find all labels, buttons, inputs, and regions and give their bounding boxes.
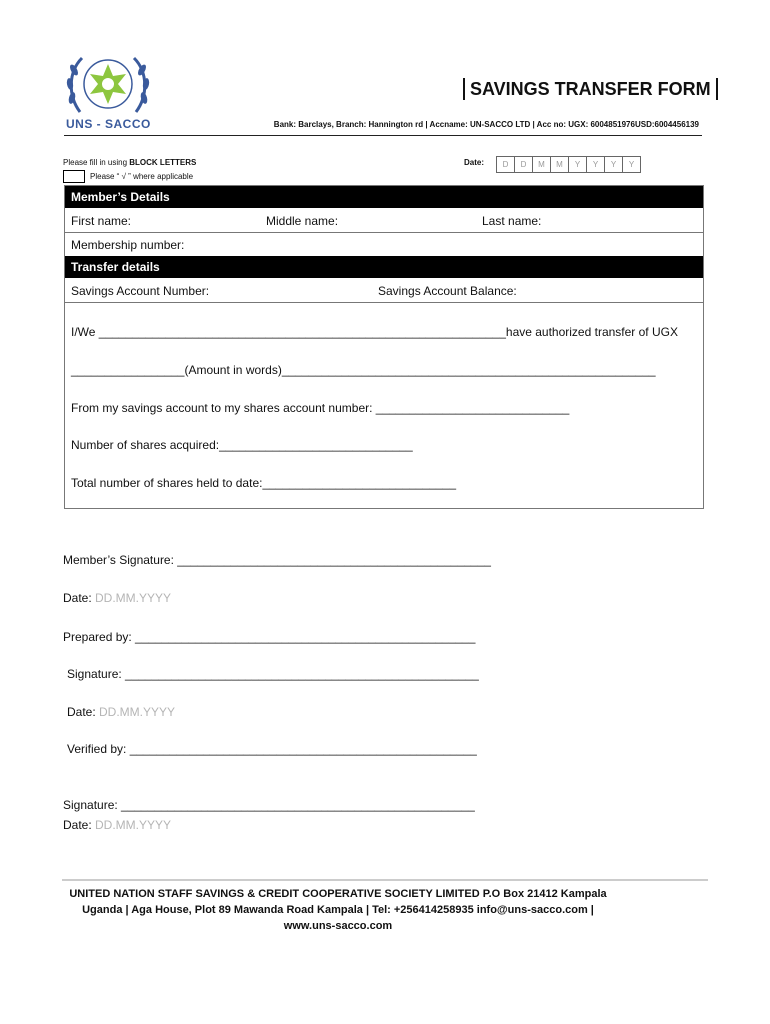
shares-acquired-line[interactable]: Number of shares acquired:_____________________________ — [71, 438, 413, 452]
date-boxes[interactable] — [497, 156, 641, 173]
membership-number-field[interactable]: Membership number: — [71, 238, 185, 252]
fill-instruction: Please fill in using BLOCK LETTERS — [63, 158, 197, 167]
member-date[interactable]: Date: DD.MM.YYYY — [63, 591, 172, 605]
authorization-line[interactable]: I/We _____________________________________________________________have authorized transfer of UGX — [71, 325, 678, 339]
shares-account-number-line[interactable]: From my savings account to my shares account number: _____________________________ — [71, 401, 570, 415]
first-name-field[interactable]: First name: — [71, 214, 132, 228]
date-box[interactable]: M — [550, 156, 569, 173]
footer-line-2: Uganda | Aga House, Plot 89 Mawanda Road Kampala | Tel: +256414258935 info@uns-sacco.com | — [82, 904, 594, 916]
logo-text: UNS - SACCO — [66, 117, 151, 131]
form-title: SAVINGS TRANSFER FORM — [458, 78, 723, 100]
check-instruction: Please “ √ ” where applicable — [90, 172, 194, 181]
date-label: Date: — [464, 158, 485, 167]
sample-checkbox — [63, 170, 85, 183]
date-box[interactable]: Y — [586, 156, 605, 173]
row-divider — [65, 302, 703, 303]
bank-details: Bank: Barclays, Branch: Hannington rd | Accname: UN-SACCO LTD | Acc no: UGX: 6004851976USD:6004456139 — [273, 120, 699, 129]
verifier-signature-line[interactable]: Signature: _____________________________________________________ — [63, 798, 475, 812]
footer-divider — [62, 879, 708, 881]
header-divider — [64, 135, 702, 136]
row-divider — [65, 232, 703, 233]
members-details-heading: Member’s Details — [65, 186, 703, 208]
savings-account-balance-field[interactable]: Savings Account Balance: — [378, 284, 517, 298]
amount-in-words-line[interactable]: _________________(Amount in words)________________________________________________________ — [71, 363, 656, 377]
footer-website[interactable]: www.uns-sacco.com — [283, 920, 393, 932]
date-box[interactable]: Y — [568, 156, 587, 173]
preparer-date[interactable]: Date: DD.MM.YYYY — [67, 705, 176, 719]
transfer-details-heading: Transfer details — [65, 256, 703, 278]
total-shares-line[interactable]: Total number of shares held to date:_____________________________ — [71, 476, 456, 490]
last-name-field[interactable]: Last name: — [482, 214, 542, 228]
date-box[interactable]: Y — [622, 156, 641, 173]
date-box[interactable]: M — [532, 156, 551, 173]
date-box[interactable]: D — [496, 156, 515, 173]
prepared-by-line[interactable]: Prepared by: ___________________________________________________ — [63, 630, 476, 644]
form-panel — [64, 185, 704, 509]
date-box[interactable]: D — [514, 156, 533, 173]
footer — [62, 886, 614, 934]
verifier-date[interactable]: Date: DD.MM.YYYY — [63, 818, 172, 832]
middle-name-field[interactable]: Middle name: — [266, 214, 339, 228]
footer-line-1: UNITED NATION STAFF SAVINGS & CREDIT COOPERATIVE SOCIETY LIMITED P.O Box 21412 Kampala — [69, 888, 607, 900]
preparer-signature-line[interactable]: Signature: _____________________________________________________ — [67, 667, 479, 681]
date-box[interactable]: Y — [604, 156, 623, 173]
verified-by-line[interactable]: Verified by: ____________________________________________________ — [67, 742, 477, 756]
savings-account-number-field[interactable]: Savings Account Number: — [71, 284, 210, 298]
member-signature-line[interactable]: Member’s Signature: _______________________________________________ — [63, 553, 491, 567]
